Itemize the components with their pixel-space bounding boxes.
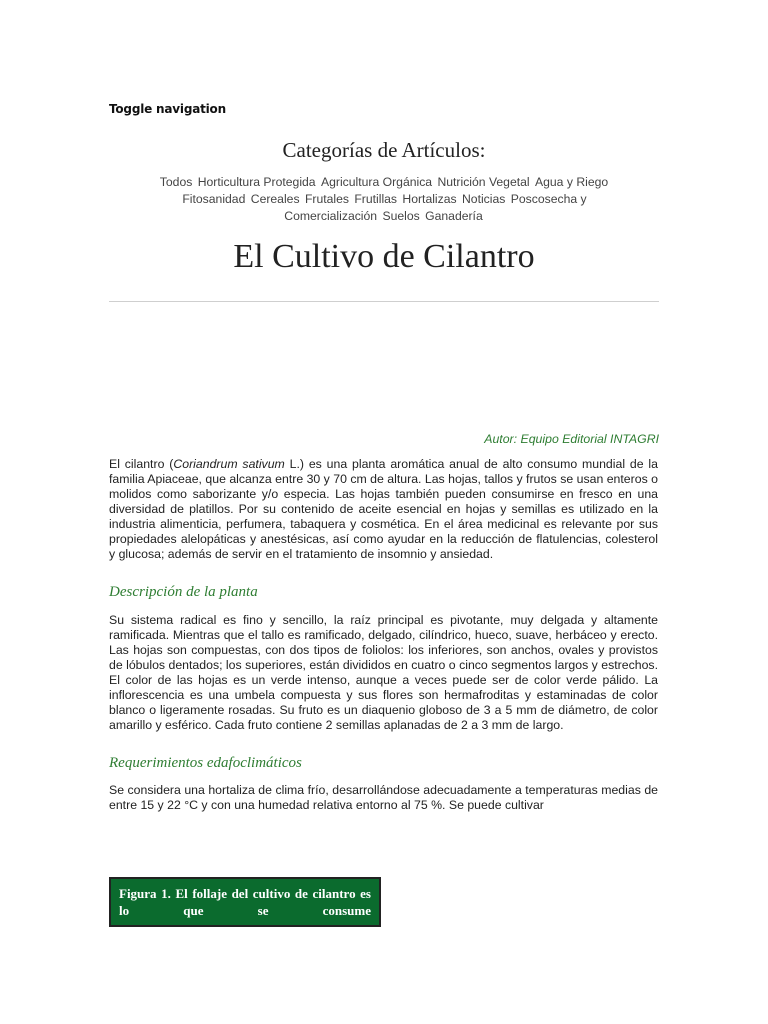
category-link-hortalizas[interactable]: Hortalizas [402, 192, 457, 206]
article-author: Autor: Equipo Editorial INTAGRI [484, 432, 659, 446]
section-heading-description: Descripción de la planta [109, 584, 258, 600]
figure-caption-box [109, 877, 381, 927]
category-link-ganaderia[interactable]: Ganadería [425, 209, 483, 223]
category-link-frutillas[interactable]: Frutillas [354, 192, 398, 206]
category-link-fitosanidad[interactable]: Fitosanidad [182, 192, 246, 206]
category-link-nutricion-vegetal[interactable]: Nutrición Vegetal [437, 175, 530, 189]
figure-caption-text: Figura 1. El follaje del cultivo de cilantro es lo que se consume [119, 886, 371, 918]
category-link-horticultura-protegida[interactable]: Horticultura Protegida [197, 175, 316, 189]
category-link-noticias[interactable]: Noticias [462, 192, 506, 206]
category-link-frutales[interactable]: Frutales [304, 192, 349, 206]
intro-text-before: El cilantro ( [109, 457, 174, 471]
description-paragraph: Su sistema radical es fino y sencillo, la raíz principal es pivotante, muy delgada y altamente ramificada. Mientras que el tallo es ramificado, delgado, cilíndrico, hueco, suave, herbáceo y erecto. Las hojas son compuestas, con dos tipos de foliolos: los inferiores, son anchos, ovales y provistos de lóbulos dentados; los superiores, están divididos en cuatro o cinco segmentos largos y estrechos. El color de las hojas es un verde intenso, aunque a veces puede ser de color verde pálido. La inflorescencia es una umbela compuesta y sus flores son hermafroditas y estaminadas de color blanco o ligeramente rosadas. Su fruto es un diaquenio globoso de 3 a 5 mm de diámetro, de color amarillo y esférico. Cada fruto contiene 2 semillas aplanadas de 2 a 3 mm de largo. [109, 613, 658, 732]
requirements-paragraph: Se considera una hortaliza de clima frío, desarrollándose adecuadamente a temperaturas medias de entre 15 y 22 °C y con una humedad relativa entorno al 75 %. Se puede cultivar [109, 783, 658, 812]
category-link-poscosecha[interactable]: Poscosecha y Comercialización [284, 192, 587, 223]
species-name: Coriandrum sativum [173, 457, 285, 471]
category-link-suelos[interactable]: Suelos [382, 209, 420, 223]
category-link-agua-y-riego[interactable]: Agua y Riego [535, 175, 609, 189]
category-link-todos[interactable]: Todos [159, 175, 193, 189]
toggle-navigation-button[interactable]: Toggle navigation [109, 102, 226, 116]
category-link-agricultura-organica[interactable]: Agricultura Orgánica [320, 175, 433, 189]
intro-paragraph [109, 457, 658, 562]
article-title: El Cultivo de Cilantro [233, 238, 535, 275]
title-divider [109, 301, 659, 302]
categories-title: Categorías de Artículos: [282, 138, 486, 162]
section-heading-requirements: Requerimientos edafoclimáticos [109, 755, 302, 771]
categories-list [140, 174, 628, 225]
category-link-cereales[interactable]: Cereales [250, 192, 300, 206]
intro-text-after: L.) es una planta aromática anual de alto consumo mundial de la familia Apiaceae, que alcanza entre 30 y 70 cm de altura. Las hojas, tallos y frutos se usan enteros o molidos como saborizante y/o especia. Las hojas también pueden consumirse en fresco en una diversidad de platillos. Por su contenido de aceite esencial en hojas y semillas es utilizado en la industria alimenticia, perfumera, tabaquera y cosmética. En el área medicinal es relevante por sus propiedades alelopáticas y anestésicas, así como ayudar en la reducción de flatulencias, colesterol y glucosa; además de servir en el tratamiento de insomnio y ansiedad. [109, 457, 658, 561]
